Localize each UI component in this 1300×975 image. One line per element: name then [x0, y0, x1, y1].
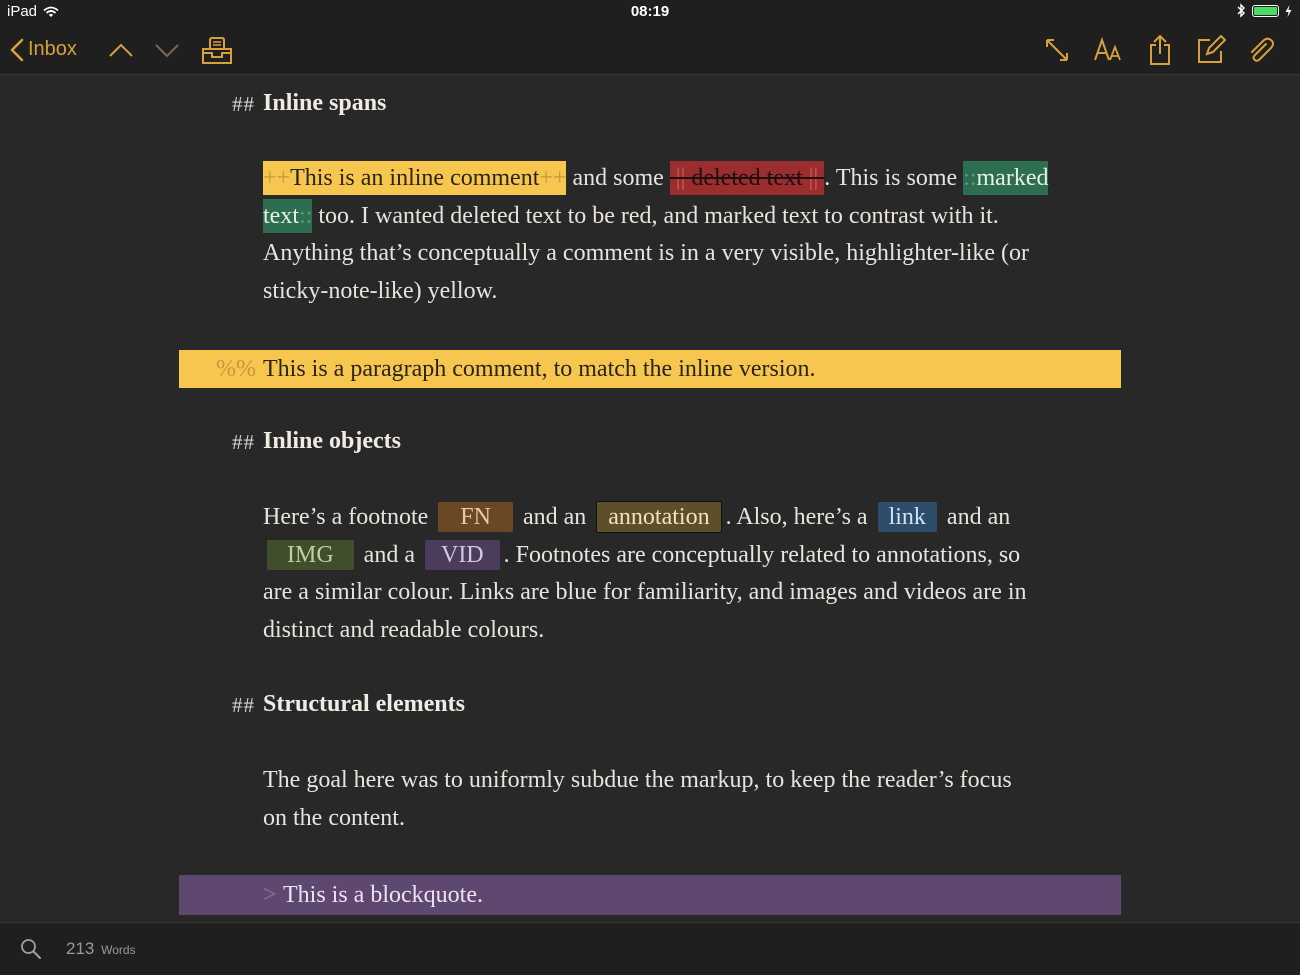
font-size-icon [1093, 37, 1123, 63]
text-run: and a [357, 541, 421, 568]
paragraph-comment [179, 350, 1121, 388]
heading-marker: ## [232, 693, 255, 717]
marked-marker: :: [299, 202, 313, 229]
attachment-button[interactable] [1245, 24, 1277, 75]
heading-inline-spans [232, 90, 387, 117]
text-run: too. I wanted deleted text to be red, and marked text to contrast with it. Anything that’s conceptually a comment is in a very visible, highlighter-like (or sticky-note-like) yellow. [263, 202, 1030, 304]
toolbar [0, 24, 1300, 75]
text-run: . Also, here’s a [725, 504, 874, 530]
battery-icon [1252, 5, 1279, 17]
heading-text: Inline objects [263, 428, 401, 454]
text-run: . This is some [824, 165, 964, 191]
share-button[interactable] [1145, 24, 1175, 75]
device-name: iPad [7, 3, 38, 20]
annotation-chip[interactable]: annotation [596, 501, 721, 533]
status-bar [0, 0, 1300, 24]
deleted-text-content: deleted text [691, 165, 803, 191]
paragraph-inline-spans [263, 160, 1053, 310]
inbox-tray-icon [200, 35, 234, 65]
bluetooth-icon [1236, 3, 1246, 18]
heading-structural-elements [232, 691, 465, 718]
blockquote-marker: > [263, 882, 277, 908]
deleted-text [670, 161, 825, 195]
search-button[interactable] [20, 938, 44, 962]
paragraph-comment-marker: %% [216, 356, 256, 382]
back-label: Inbox [28, 38, 77, 60]
status-time: 08:19 [630, 3, 670, 20]
organize-button[interactable] [199, 24, 235, 75]
comment-text: This is an inline comment [290, 165, 540, 191]
search-icon [20, 938, 42, 960]
inline-comment [263, 161, 566, 195]
chevron-down-icon [154, 42, 180, 58]
compose-button[interactable] [1195, 24, 1227, 75]
text-run: and an [516, 504, 593, 530]
heading-marker: ## [232, 430, 255, 454]
deleted-marker: || [675, 165, 686, 191]
word-count-label: Words [101, 943, 136, 957]
paragraph-inline-objects [263, 499, 1053, 649]
heading-text: Structural elements [263, 691, 465, 717]
chevron-left-icon [10, 38, 24, 62]
blockquote [179, 875, 1121, 915]
expand-button[interactable] [1042, 24, 1072, 75]
heading-text: Inline spans [263, 90, 387, 116]
attachment-icon [1247, 36, 1275, 64]
text-run: . Footnotes are conceptually related to annotations, so are a similar colour. Links are blue for familiarity, and images and videos are in distinct and readable colours. [263, 541, 1027, 643]
deleted-marker: || [808, 165, 819, 191]
text-run: and an [940, 504, 1011, 530]
heading-marker: ## [232, 92, 255, 116]
comment-marker: ++ [263, 165, 291, 191]
word-count[interactable] [66, 939, 136, 959]
comment-marker: ++ [539, 165, 567, 191]
blockquote-text: This is a blockquote. [283, 882, 483, 908]
compose-icon [1196, 35, 1226, 65]
chevron-up-icon [108, 42, 134, 58]
text-run: and some [566, 165, 670, 191]
footnote-chip[interactable]: FN [438, 502, 513, 532]
share-icon [1148, 34, 1172, 66]
image-chip[interactable]: IMG [267, 540, 354, 570]
video-chip[interactable]: VID [425, 540, 500, 570]
word-count-value: 213 [66, 939, 95, 958]
paragraph-comment-text: This is a paragraph comment, to match the inline version. [263, 356, 816, 382]
heading-inline-objects [232, 428, 401, 455]
bottom-bar [0, 922, 1300, 975]
paragraph-structural: The goal here was to uniformly subdue the markup, to keep the reader’s focus on the content. [263, 767, 1012, 831]
back-button[interactable] [10, 24, 77, 75]
font-size-button[interactable] [1092, 24, 1124, 75]
next-button[interactable] [152, 24, 182, 75]
marked-marker: :: [963, 165, 977, 191]
link-chip[interactable]: link [878, 502, 937, 532]
previous-button[interactable] [106, 24, 136, 75]
charging-icon [1285, 5, 1292, 17]
text-run: Here’s a footnote [263, 504, 435, 530]
expand-icon [1044, 37, 1070, 63]
marked-text-content: marked text [263, 165, 1049, 229]
editor[interactable] [0, 76, 1300, 922]
